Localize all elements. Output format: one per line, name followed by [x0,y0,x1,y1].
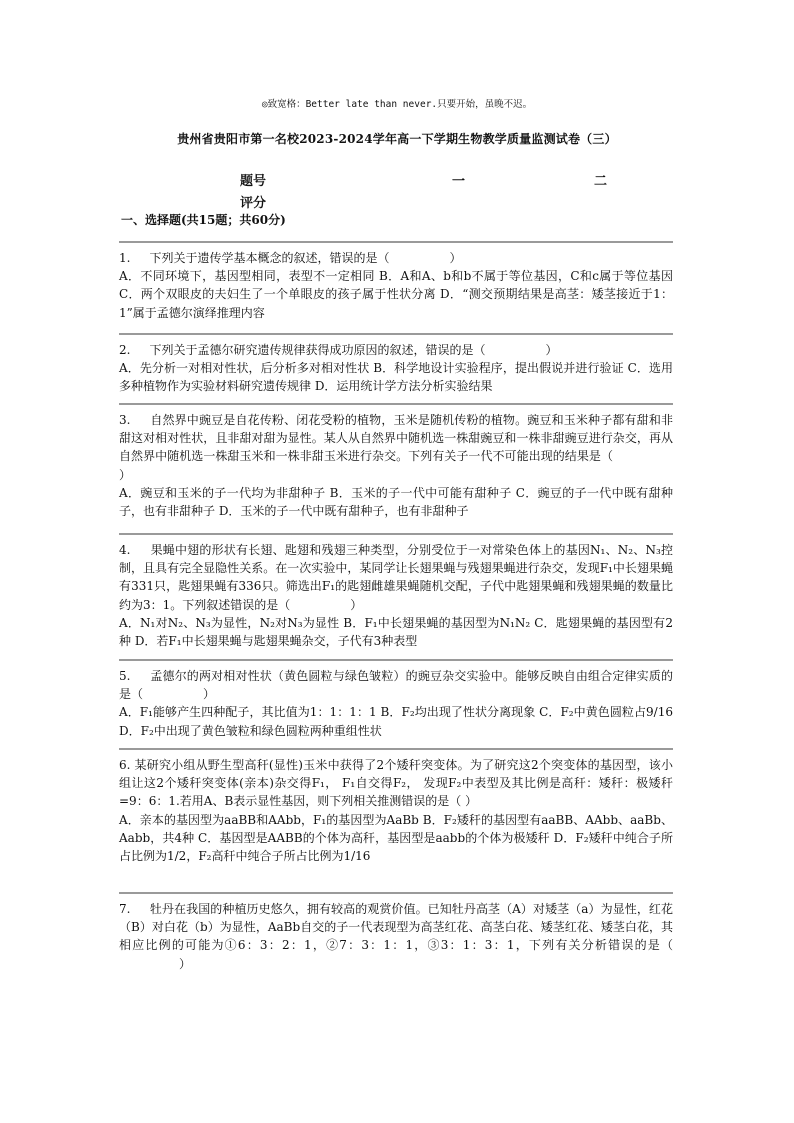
question-stem: 某研究小组从野生型高秆(显性)玉米中获得了2个矮秆突变体。为了研究这2个突变体的基因型，该小组让这2个矮秆突变体(亲本)杂交得F₁， F₁自交得F₂， 发现F₂中表型及其比例是高秆：矮秆：极矮秆=9：6：1.若用A、B表示显性基因，则下列相关推测错误的是（ [119,758,673,809]
question-number: 5. [119,669,131,683]
question-stem-end: ） [179,956,192,971]
question-options: A．先分析一对相对性状，后分析多对相对性状 B．科学地设计实验程序，提出假说并进行验证 C．选用多种植物作为实验材料研究遗传规律 D．运用统计学方法分析实验结果 [119,361,673,394]
question-number: 6. [119,758,131,772]
question-number: 2. [119,343,131,357]
question-number: 4. [119,543,131,557]
question-options: A．不同环境下，基因型相同，表型不一定相同 B．A和A、b和b不属于等位基因，C和c属于等位基因 C．两个双眼皮的夫妇生了一个单眼皮的孩子属于性状分离 D．“测交预期结果是高茎：矮茎接近于1：1”属于孟德尔演绎推理内容 [119,269,673,320]
question-stem: 果蝇中翅的形状有长翅、匙翅和残翅三种类型，分别受位于一对常染色体上的基因N₁、N₂、N₃控制，且具有完全显隐性关系。在一次实验中，某同学让长翅果蝇与残翅果蝇进行杂交，发现F₁中长翅果蝇有331只，匙翅果蝇有336只。筛选出F₁的匙翅雌雄果蝇随机交配，子代中匙翅果蝇和残翅果蝇的数量比约为3：1。下列叙述错误的是（ [119,543,673,612]
score-table-row-label: 题号 [240,174,267,189]
question-stem-end: ） [350,597,363,612]
question-stem-end: ） [449,251,462,265]
score-table-col-1: 一 [452,174,466,189]
score-table-score-label: 评分 [240,196,267,211]
question-4 [119,533,673,650]
question-number: 7. [119,902,131,916]
section-heading: 一、选择题(共15题；共60分) [121,213,286,227]
question-1 [119,241,673,322]
question-stem-end: ） [203,687,216,702]
question-number: 3. [119,413,131,427]
exam-title: 贵州省贵阳市第一名校2023-2024学年高一下学期生物教学质量监测试卷（三） [177,132,617,146]
question-2 [119,333,673,396]
header-motto: ◎致宽格：Better late than never.只要开始，虽晚不迟。 [261,99,533,110]
question-stem-end: ） [119,467,132,482]
question-stem-end: ） [545,343,558,357]
question-stem-end: ） [465,794,478,809]
question-options: A．F₁能够产生四种配子，其比值为1：1：1：1 B．F₂均出现了性状分离现象 C．F₂中黄色圆粒占9/16 D．F₂中出现了黄色皱粒和绿色圆粒两种重组性状 [119,705,673,738]
question-options: A．豌豆和玉米的子一代均为非甜种子 B．玉米的子一代中可能有甜种子 C．豌豆的子一代中既有甜种子，也有非甜种子 D．玉米的子一代中既有甜种子，也有非甜种子 [119,485,673,519]
question-6 [119,748,673,865]
question-stem: 下列关于孟德尔研究遗传规律获得成功原因的叙述，错误的是（ [149,343,486,357]
question-7 [119,892,673,973]
question-options: A．亲本的基因型为aaBB和AAbb，F₁的基因型为AaBb B．F₂矮秆的基因型有aaBB、AAbb、aaBb、Aabb，共4种 C．基因型是AABB的个体为高秆，基因型是aabb的个体为极矮秆 D．F₂矮秆中纯合子所占比例为1/2，F₂高秆中纯合子所占比例为1/16 [119,812,673,864]
question-number: 1. [119,251,131,265]
question-stem: 孟德尔的两对相对性状（黄色圆粒与绿色皱粒）的豌豆杂交实验中。能够反映自由组合定律实质的是（ [119,669,673,702]
score-table-col-2: 二 [594,174,608,189]
question-stem: 下列关于遗传学基本概念的叙述，错误的是（ [149,251,390,265]
question-5 [119,659,673,740]
question-options: A．N₁对N₂、N₃为显性，N₂对N₃为显性 B．F₁中长翅果蝇的基因型为N₁N₂ C．匙翅果蝇的基因型有2种 D．若F₁中长翅果蝇与匙翅果蝇杂交，子代有3种表型 [119,615,673,649]
question-stem: 牡丹在我国的种植历史悠久，拥有较高的观赏价值。已知牡丹高茎（A）对矮茎（a）为显性，红花（B）对白花（b）为显性，AaBb自交的子一代表现型为高茎红花、高茎白花、矮茎红花、矮茎白花，其相应比例的可能为①6：3：2：1，②7：3：1：1，③3：1：3：1，下列有关分析错误的是（ [119,902,673,953]
question-stem: 自然界中豌豆是自花传粉、闭花受粉的植物，玉米是随机传粉的植物。豌豆和玉米种子都有甜和非甜这对相对性状，且非甜对甜为显性。某人从自然界中随机选一株甜豌豆和一株非甜豌豆进行杂交，再从自然界中随机选一株甜玉米和一株非甜玉米进行杂交。下列有关子一代不可能出现的结果是（ [119,413,673,464]
question-3 [119,403,673,520]
